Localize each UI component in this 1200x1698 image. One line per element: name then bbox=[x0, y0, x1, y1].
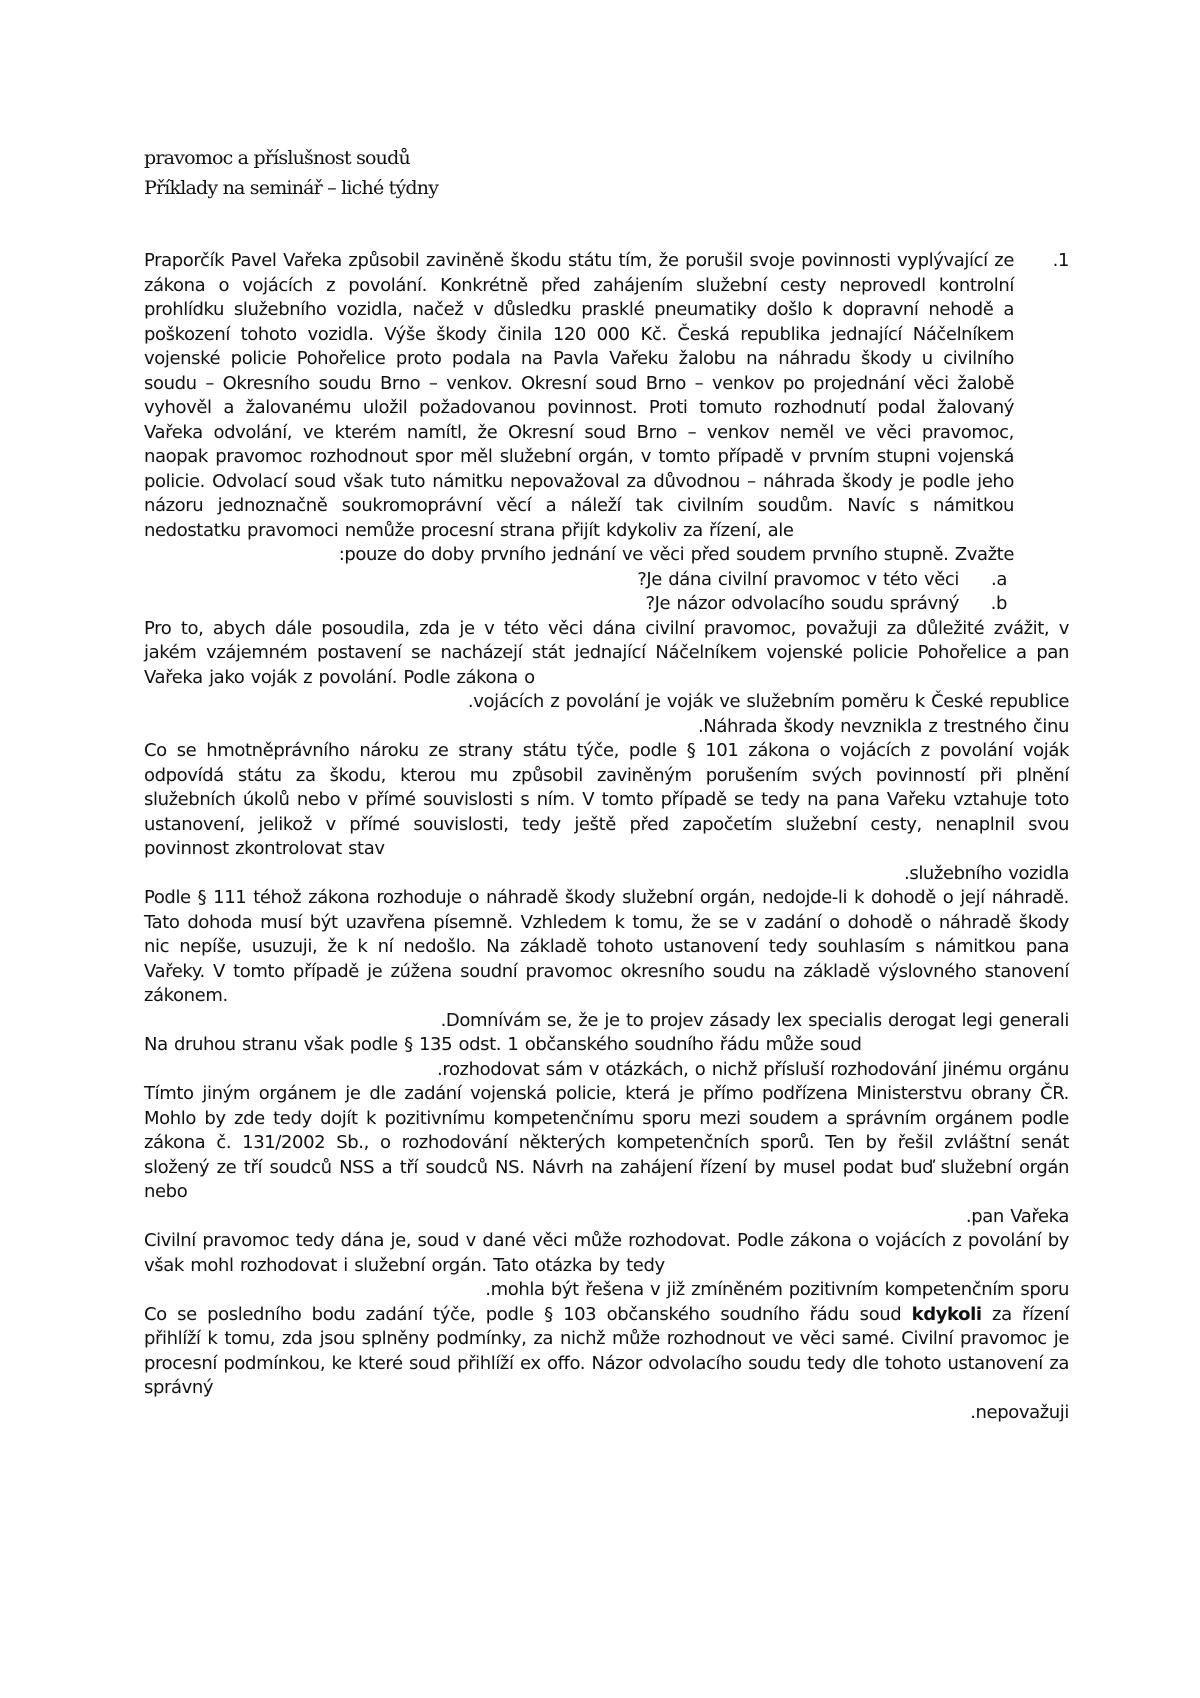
task-text: Praporčík Pavel Vařeka způsobil zaviněně škodu státu tím, že porušil svoje povinnosti vyplývající ze zákona o vojácích z povolání. Konkrétně před zahájením služební cesty neprovedl kontrolní prohlídku služebního vozidla, načež v důsledku prasklé pneumatiky došlo k dopravní nehodě a poškození tohoto vozidla. Výše škody činila 120 000 Kč. Česká republika jednající Náčelníkem vojenské policie Pohořelice proto podala na Pavla Vařeku žalobu na náhradu škody u civilního soudu – Okresního soudu Brno – venkov. Okresní soud Brno – venkov po projednání věci žalobě vyhověl a žalovanému uložil požadovanou povinnost. Proti tomuto rozhodnutí podal žalovaný Vařeka odvolání, ve kterém namítl, že Okresní soud Brno – venkov neměl ve věci pravomoc, naopak pravomoc rozhodnout spor měl služební orgán, v tomto případě v prvním stupni vojenská policie. Odvolací soud však tuto námitku nepovažoval za důvodnou – náhrada škody je podle jeho názoru jednoznačně soukromoprávní věcí a náleží tak civilním soudům. Navíc s námitkou nedostatku pravomoci nemůže procesní strana přijít kdykoliv za řízení, ale bbox=[144, 250, 1014, 541]
question-a bbox=[144, 568, 1069, 593]
answer-paragraph-5: Na druhou stranu však podle § 135 odst. 1 občanského soudního řádu může soud bbox=[144, 1034, 862, 1055]
answer-paragraph-6-end: .pan Vařeka bbox=[965, 1205, 1069, 1227]
task-paragraph bbox=[144, 249, 1069, 568]
document-subtitle: Příklady na seminář – liché týdny bbox=[144, 177, 439, 199]
answer-paragraph-7: Civilní pravomoc tedy dána je, soud v dané věci může rozhodovat. Podle zákona o vojácích z povolání by však mohl rozhodovat i služební orgán. Tato otázka by tedy bbox=[144, 1230, 1069, 1276]
answer-paragraph-8-end: .nepovažuji bbox=[970, 1401, 1069, 1423]
task-text-last-line: :pouze do doby prvního jednání ve věci před soudem prvního stupně. Zvažte bbox=[338, 544, 1014, 565]
answer-paragraph-8 bbox=[144, 1303, 1069, 1401]
answer-paragraph-7-end: .mohla být řešena v již zmíněném pozitivním kompetenčním sporu bbox=[485, 1279, 1069, 1300]
answer-paragraph-8-start: Co se posledního bodu zadání týče, podle § 103 občanského soudního řádu soud bbox=[144, 1303, 902, 1325]
question-a-text: ?Je dána civilní pravomoc v této věci bbox=[637, 568, 959, 590]
question-b-marker: .b bbox=[990, 593, 1007, 614]
question-b-text: ?Je názor odvolacího soudu správný bbox=[645, 593, 959, 614]
question-a-marker: .a bbox=[991, 568, 1007, 590]
answer-paragraph-8-rest: za řízení přihlíží k tomu, zda jsou splněny podmínky, za nichž může rozhodnout ve věci samé. Civilní pravomoc je procesní podmínkou, ke které soud přihlíží ex offo. Názor odvolacího soudu tedy dle tohoto ustanovení za správný bbox=[144, 1303, 1069, 1398]
answer-paragraph-5-end: .rozhodovat sám v otázkách, o nichž přísluší rozhodování jinému orgánu bbox=[437, 1058, 1069, 1080]
answer-paragraph-4-end: .Domnívám se, že je to projev zásady lex specialis derogat legi generali bbox=[440, 1009, 1069, 1031]
document-body bbox=[144, 249, 1069, 1425]
question-b bbox=[144, 592, 1069, 617]
task-number: .1 bbox=[1052, 250, 1069, 271]
answer-paragraph-6: Tímto jiným orgánem je dle zadání vojenská policie, která je přímo podřízena Ministerstvu obrany ČR. Mohlo by zde tedy dojít k pozitivnímu kompetenčnímu sporu mezi soudem a správním orgánem podle zákona č. 131/2002 Sb., o rozhodování některých kompetenčních sporů. Ten by řešil zvláštní senát složený ze tří soudců NSS a tří soudců NS. Návrh na zahájení řízení by musel podat buď služební orgán nebo bbox=[144, 1083, 1069, 1202]
answer-paragraph-3: Co se hmotněprávního nároku ze strany státu týče, podle § 101 zákona o vojácích z povolání voják odpovídá státu za škodu, kterou mu způsobil zaviněným porušením svých povinností při plnění služebních úkolů nebo v přímé souvislosti s ním. V tomto případě se tedy na pana Vařeku vztahuje toto ustanovení, jelikož v přímé souvislosti, tedy ještě před započetím služební cesty, nenaplnil svou povinnost zkontrolovat stav bbox=[144, 740, 1069, 859]
answer-paragraph-2: .Náhrada škody nevznikla z trestného činu bbox=[697, 715, 1069, 737]
answer-paragraph-1: Pro to, abych dále posoudila, zda je v této věci dána civilní pravomoc, považuji za důležité zvážit, v jakém vzájemném postavení se nacházejí stát jednající Náčelníkem vojenské policie Pohořelice a pan Vařeka jako voják z povolání. Podle zákona o bbox=[144, 617, 1069, 688]
document-title: pravomoc a příslušnost soudů bbox=[144, 147, 410, 169]
answer-paragraph-4: Podle § 111 téhož zákona rozhoduje o náhradě škody služební orgán, nedojde-li k dohodě o její náhradě. Tato dohoda musí být uzavřena písemně. Vzhledem k tomu, že se v zadání o dohodě o náhradě škody nic nepíše, usuzuji, že k ní nedošlo. Na základě tohoto ustanovení tedy souhlasím s námitkou pana Vařeky. V tomto případě je zúžena soudní pravomoc okresního soudu na základě výslovného stanovení zákonem. bbox=[144, 887, 1069, 1006]
answer-paragraph-3-end: .služebního vozidla bbox=[904, 862, 1069, 884]
answer-paragraph-1-end: .vojácích z povolání je voják ve služebním poměru k České republice bbox=[467, 691, 1069, 712]
answer-paragraph-8-bold: kdykoli bbox=[911, 1303, 982, 1325]
